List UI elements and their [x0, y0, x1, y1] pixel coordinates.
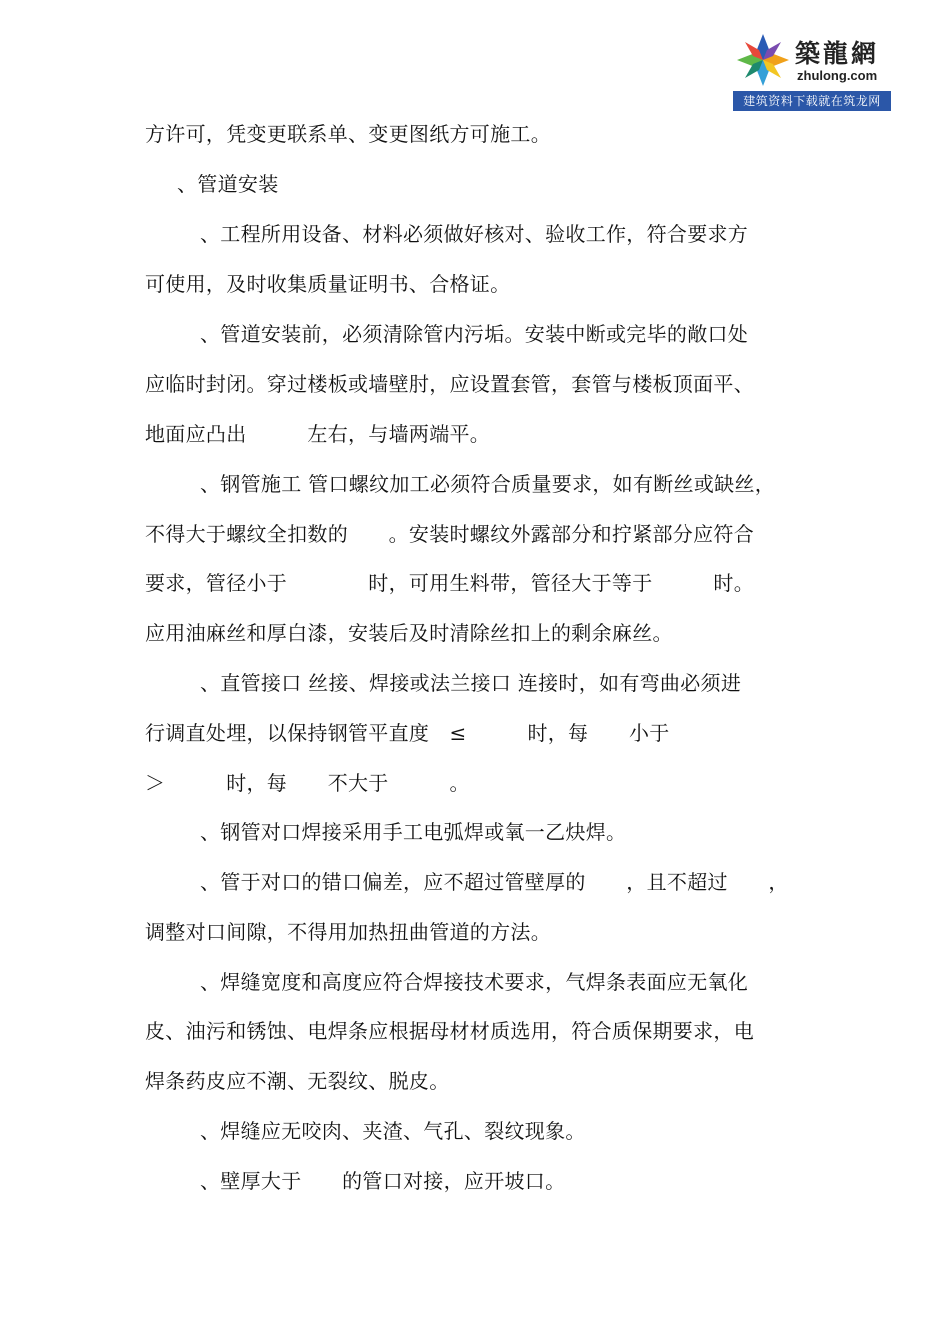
logo-url: zhulong.com [797, 68, 878, 83]
text-line: 行调直处埋，以保持钢管平直度 ≤ 时，每 小于 [145, 721, 670, 745]
text-line: 、钢管施工 管口螺纹加工必须符合质量要求，如有断丝或缺丝， [200, 472, 776, 496]
text-line: ＞ 时，每 不大于 。 [145, 771, 470, 795]
logo-top [733, 30, 891, 90]
text-line: 、管于对口的错口偏差，应不超过管壁厚的 ，且不超过 ， [200, 870, 789, 894]
text-line: 皮、油污和锈蚀、电焊条应根据母材材质选用，符合质保期要求，电 [145, 1019, 754, 1043]
text-line: 、焊缝应无咬肉、夹渣、气孔、裂纹现象。 [200, 1119, 586, 1143]
logo-emblem-icon [733, 30, 793, 90]
text-line: 方许可，凭变更联系单、变更图纸方可施工。 [145, 122, 551, 146]
text-line: 应用油麻丝和厚白漆，安装后及时清除丝扣上的剩余麻丝。 [145, 621, 673, 645]
text-line: 、钢管对口焊接采用手工电弧焊或氧一乙炔焊。 [200, 820, 627, 844]
logo-slogan: 建筑资料下载就在筑龙网 [733, 91, 891, 111]
text-line: 、直管接口 丝接、焊接或法兰接口 连接时，如有弯曲必须进 [200, 671, 742, 695]
text-line: 、管道安装前，必须清除管内污垢。安装中断或完毕的敞口处 [200, 322, 749, 346]
text-line: 、工程所用设备、材料必须做好核对、验收工作，符合要求方 [200, 222, 749, 246]
section-heading: 、管道安装 [177, 172, 279, 196]
text-line: 应临时封闭。穿过楼板或墙壁肘，应设置套管，套管与楼板顶面平、 [145, 372, 754, 396]
logo-name: 築龍網 [795, 39, 880, 68]
text-line: 、焊缝宽度和高度应符合焊接技术要求，气焊条表面应无氧化 [200, 970, 749, 994]
text-line: 不得大于螺纹全扣数的 。安装时螺纹外露部分和拧紧部分应符合 [145, 522, 754, 546]
text-line: 、壁厚大于 的管口对接，应开坡口。 [200, 1169, 566, 1193]
text-line: 可使用，及时收集质量证明书、合格证。 [145, 272, 511, 296]
zhulong-logo [733, 30, 891, 112]
text-line: 调整对口间隙，不得用加热扭曲管道的方法。 [145, 920, 551, 944]
text-line: 焊条药皮应不潮、无裂纹、脱皮。 [145, 1069, 450, 1093]
text-line: 地面应凸出 左右，与墙两端平。 [145, 422, 491, 446]
text-line: 要求，管径小于 时，可用生料带，管径大于等于 时。 [145, 571, 754, 595]
